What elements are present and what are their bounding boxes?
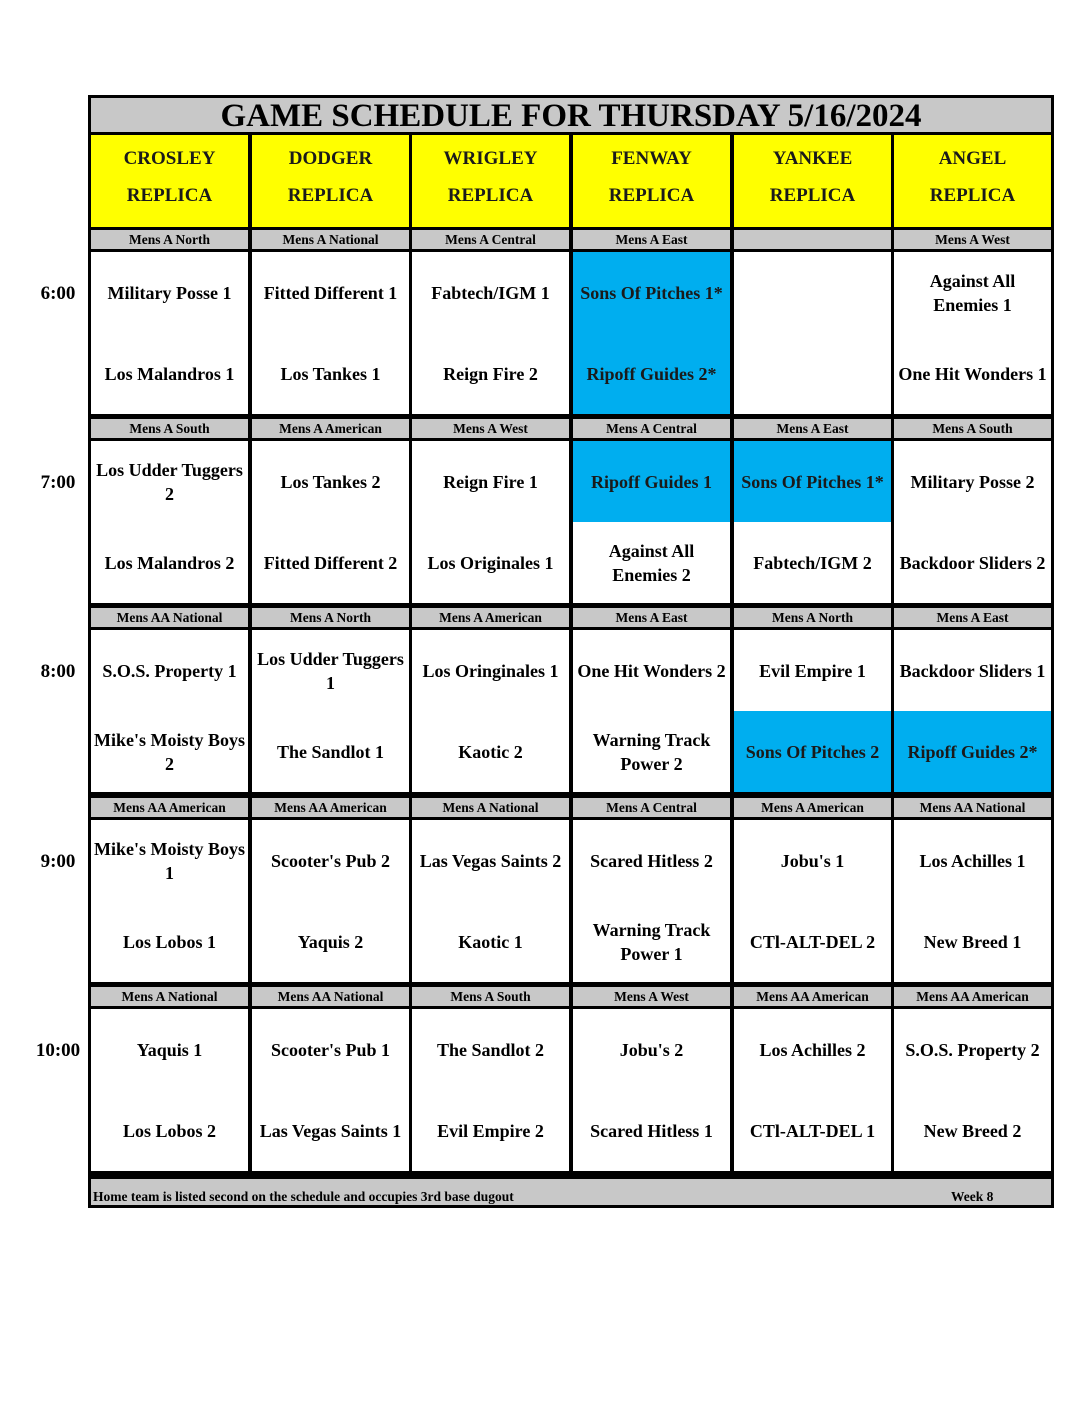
field-header-crosley [91,135,248,227]
home-team: Warning Track Power 2 [592,729,711,774]
division-label: Mens AA National [91,608,248,627]
field-name: WRIGLEY [443,148,538,169]
game-cell [412,820,569,982]
visiting-team: Jobu's 2 [619,1039,684,1060]
visiting-team: S.O.S. Property 2 [905,1039,1040,1060]
home-team: Backdoor Sliders 2 [899,552,1046,573]
home-team-note: Home team is listed second on the schedule and occupies 3rd base dugout [93,1189,514,1204]
home-team: One Hit Wonders 1 [898,363,1047,384]
game-cell [91,1009,248,1171]
home-team: Los Malandros 2 [104,552,235,573]
game-cell [91,441,248,603]
game-cell [573,630,730,792]
field-name: CROSLEY [123,148,216,169]
schedule-title: GAME SCHEDULE FOR THURSDAY 5/16/2024 [91,98,1051,132]
game-cell [734,630,891,792]
home-team: Fabtech/IGM 2 [753,552,872,573]
home-team: Los Tankes 1 [280,363,381,384]
game-cell [894,252,1051,414]
game-cell [91,630,248,792]
game-cell [252,1009,409,1171]
game-cell [91,252,248,414]
visiting-team: Military Posse 1 [107,282,232,303]
division-row [91,608,1051,627]
division-row [91,798,1051,817]
division-label: Mens A South [894,419,1051,438]
home-team: Fitted Different 2 [263,552,398,573]
division-label: Mens A West [412,419,569,438]
schedule-table [88,95,1054,1208]
home-team: CTl-ALT-DEL 1 [749,1120,876,1141]
game-cell [734,1009,891,1171]
division-label: Mens A National [412,798,569,817]
home-team: Los Malandros 1 [104,363,235,384]
game-cell [734,441,891,603]
division-label: Mens AA American [734,987,891,1006]
game-cell [573,1009,730,1171]
visiting-team: Jobu's 1 [780,850,845,871]
division-label: Mens A East [894,608,1051,627]
home-team: Scared Hitless 1 [590,1120,713,1141]
division-label: Mens A Central [573,798,730,817]
visiting-team: Evil Empire 1 [759,660,866,681]
division-label: Mens A East [573,230,730,249]
visiting-team: Fitted Different 1 [263,282,398,303]
visiting-team: Mike's Moisty Boys 1 [94,838,245,883]
division-label: Mens A Central [412,230,569,249]
field-subtitle: REPLICA [447,185,534,206]
game-cell [91,820,248,982]
visiting-team [734,252,891,333]
field-header-yankee [734,135,891,227]
visiting-team: Los Achilles 2 [759,1039,866,1060]
field-subtitle: REPLICA [769,185,856,206]
field-name: YANKEE [772,148,853,169]
time-label-10: 10:00 [35,1040,81,1061]
game-cell [573,820,730,982]
division-label: Mens AA American [252,798,409,817]
home-team: CTl-ALT-DEL 2 [749,931,876,952]
division-label: Mens A American [412,608,569,627]
visiting-team: Scooter's Pub 2 [271,850,390,871]
game-cell [252,441,409,603]
division-row [91,230,1051,249]
visiting-team: Military Posse 2 [910,471,1035,492]
visiting-team: Yaquis 1 [136,1039,203,1060]
game-cell [412,252,569,414]
visiting-team: Backdoor Sliders 1 [899,660,1046,681]
visiting-team: Reign Fire 1 [443,471,538,492]
field-subtitle: REPLICA [287,185,374,206]
division-label [734,230,891,249]
division-label: Mens A West [573,987,730,1006]
game-cell [573,441,730,603]
division-label: Mens A North [91,230,248,249]
home-team: Against All Enemies 2 [608,540,695,585]
game-cell [252,252,409,414]
visiting-team: Scooter's Pub 1 [271,1039,390,1060]
home-team: Las Vegas Saints 1 [259,1120,402,1141]
game-cell [894,630,1051,792]
visiting-team: Los Tankes 2 [280,471,381,492]
division-row [91,987,1051,1006]
visiting-team: Sons Of Pitches 1* [734,441,891,522]
division-label: Mens A South [412,987,569,1006]
visiting-team: Los Udder Tuggers 1 [257,648,404,693]
division-label: Mens A West [894,230,1051,249]
home-team [734,333,891,414]
home-team: Warning Track Power 1 [592,919,711,964]
time-label-9: 9:00 [40,851,76,872]
home-team: Los Originales 1 [427,552,554,573]
week-label: Week 8 [951,1189,994,1204]
division-label: Mens A North [252,608,409,627]
field-name: FENWAY [611,148,692,169]
game-cell [412,630,569,792]
division-label: Mens A American [252,419,409,438]
game-cell [894,820,1051,982]
division-label: Mens A American [734,798,891,817]
visiting-team: Los Udder Tuggers 2 [96,459,243,504]
home-team: New Breed 1 [923,931,1022,952]
footer-bar [91,1179,1051,1207]
visiting-team: Sons Of Pitches 1* [573,252,730,333]
division-label: Mens A East [734,419,891,438]
game-cell [734,820,891,982]
field-name: ANGEL [938,148,1007,169]
home-team: Kaotic 2 [458,741,523,762]
home-team: Reign Fire 2 [443,363,538,384]
division-label: Mens A Central [573,419,730,438]
time-label-7: 7:00 [40,472,76,493]
division-label: Mens A National [252,230,409,249]
home-team: Evil Empire 2 [437,1120,544,1141]
game-cell [252,630,409,792]
field-header-dodger [252,135,409,227]
field-subtitle: REPLICA [929,185,1016,206]
field-header-angel [894,135,1051,227]
time-label-6: 6:00 [40,283,76,304]
division-label: Mens AA American [91,798,248,817]
visiting-team: Las Vegas Saints 2 [419,850,562,871]
field-name: DODGER [288,148,373,169]
visiting-team: Los Achilles 1 [919,850,1026,871]
time-column [0,0,88,1408]
game-cell [573,252,730,414]
home-team: New Breed 2 [923,1120,1022,1141]
visiting-team: Fabtech/IGM 1 [431,282,550,303]
division-label: Mens A North [734,608,891,627]
division-label: Mens AA American [894,987,1051,1006]
visiting-team: Ripoff Guides 1 [573,441,730,522]
division-label: Mens A East [573,608,730,627]
game-cell [412,1009,569,1171]
field-header-wrigley [412,135,569,227]
field-subtitle: REPLICA [608,185,695,206]
home-team: Sons Of Pitches 2 [734,711,891,792]
division-label: Mens A South [91,419,248,438]
game-cell [412,441,569,603]
home-team: Los Lobos 1 [122,931,217,952]
visiting-team: Los Oringinales 1 [422,660,559,681]
home-team: Mike's Moisty Boys 2 [94,729,245,774]
visiting-team: Scared Hitless 2 [590,850,713,871]
division-label: Mens AA National [252,987,409,1006]
home-team: Yaquis 2 [297,931,364,952]
visiting-team: Against All Enemies 1 [929,270,1016,315]
home-team: Ripoff Guides 2* [573,333,730,414]
division-label: Mens A National [91,987,248,1006]
visiting-team: One Hit Wonders 2 [577,660,726,681]
game-cell [252,820,409,982]
visiting-team: S.O.S. Property 1 [102,660,237,681]
division-label: Mens AA National [894,798,1051,817]
time-label-8: 8:00 [40,661,76,682]
home-team: Ripoff Guides 2* [894,711,1051,792]
division-row [91,419,1051,438]
game-cell [894,441,1051,603]
game-cell [734,252,891,414]
visiting-team: The Sandlot 2 [436,1039,545,1060]
home-team: Kaotic 1 [458,931,523,952]
game-cell [894,1009,1051,1171]
home-team: Los Lobos 2 [122,1120,217,1141]
field-subtitle: REPLICA [126,185,213,206]
home-team: The Sandlot 1 [276,741,385,762]
field-header-fenway [573,135,730,227]
